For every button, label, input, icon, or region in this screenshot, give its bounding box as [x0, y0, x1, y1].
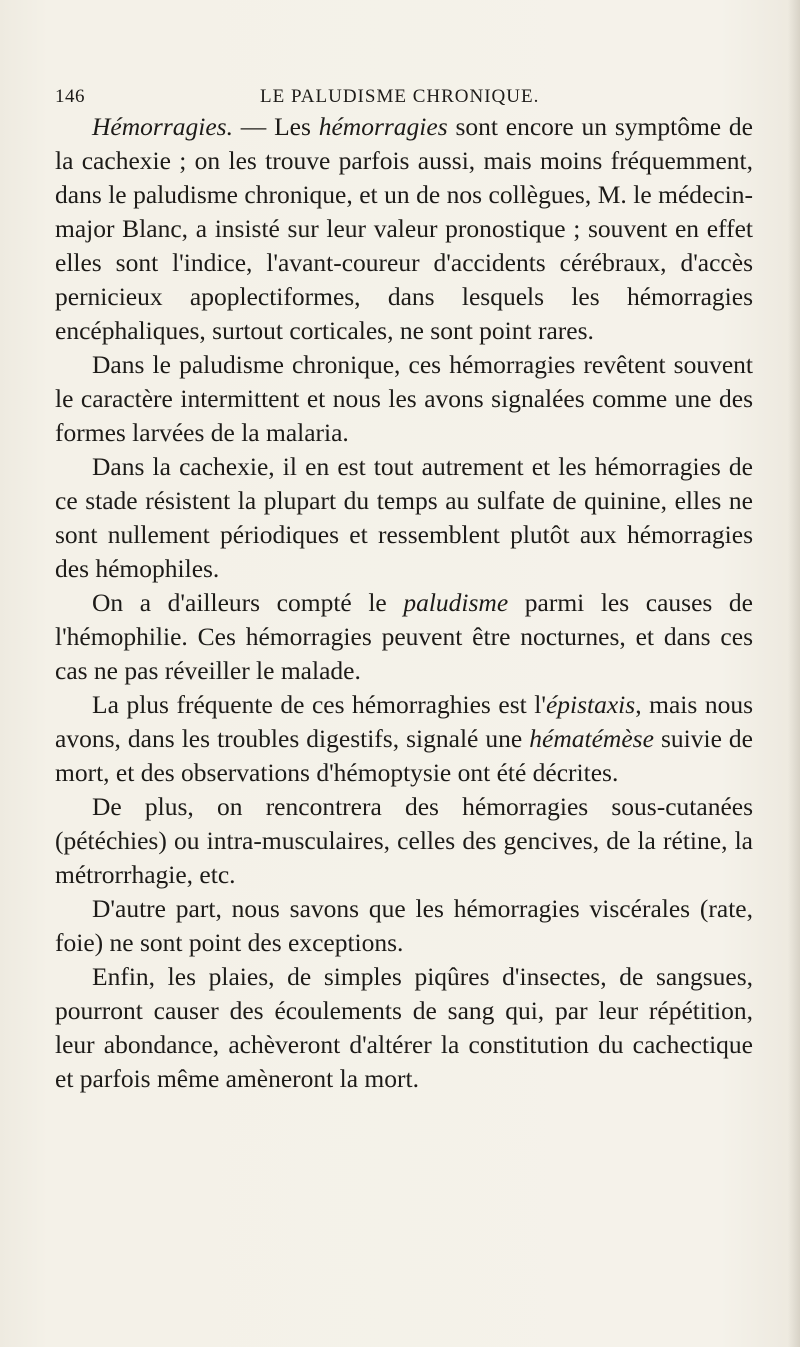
paragraph: D'autre part, nous savons que les hémorragies viscérales (rate, foie) ne sont point des exceptions. — [55, 894, 753, 957]
paragraph-hemorragies: Hémorragies. — Les hémorragies sont encore un symptôme de la cachexie ; on les trouve parfois aussi, mais moins fréquemment, dans le paludisme chronique, et un de nos collègues, M. le médecin-major Blanc, a insisté sur leur valeur pronostique ; souvent en effet elles sont l'indice, l'avant-coureur d'accidents cérébraux, d'accès pernicieux apoplectiformes, dans lesquels les hémorragies encéphaliques, surtout corticales, ne sont point rares. — [55, 112, 753, 345]
running-header — [55, 86, 755, 110]
paragraph: Enfin, les plaies, de simples piqûres d'insectes, de sangsues, pourront causer des écoulements de sang qui, par leur répétition, leur abondance, achèveront d'altérer la constitution du cachectique et parfois même amèneront la mort. — [55, 962, 753, 1093]
paragraph: De plus, on rencontrera des hémorragies sous-cutanées (pétéchies) ou intra-musculaires, celles des gencives, de la rétine, la métrorrhagie, etc. — [55, 792, 753, 889]
paragraph: Dans le paludisme chronique, ces hémorragies revêtent souvent le caractère intermittent et nous les avons signalées comme une des formes larvées de la malaria. — [55, 350, 753, 447]
paragraph: Dans la cachexie, il en est tout autrement et les hémorragies de ce stade résistent la plupart du temps au sulfate de quinine, elles ne sont nullement périodiques et ressemblent plutôt aux hémorragies des hémophiles. — [55, 452, 753, 583]
page-edge-shadow — [788, 0, 800, 1347]
paragraph: La plus fréquente de ces hémorraghies est l'épistaxis, mais nous avons, dans les troubles digestifs, signalé une hématémèse suivie de mort, et des observations d'hémoptysie ont été décrites. — [55, 690, 754, 787]
paragraph: On a d'ailleurs compté le paludisme parmi les causes de l'hémophilie. Ces hémorragies peuvent être nocturnes, et dans ces cas ne pas réveiller le malade. — [55, 588, 753, 685]
page-number: 146 — [55, 86, 85, 107]
body-text — [55, 110, 753, 1096]
section-heading: Hémorragies. — [92, 112, 233, 141]
running-title: LE PALUDISME CHRONIQUE. — [260, 86, 540, 107]
